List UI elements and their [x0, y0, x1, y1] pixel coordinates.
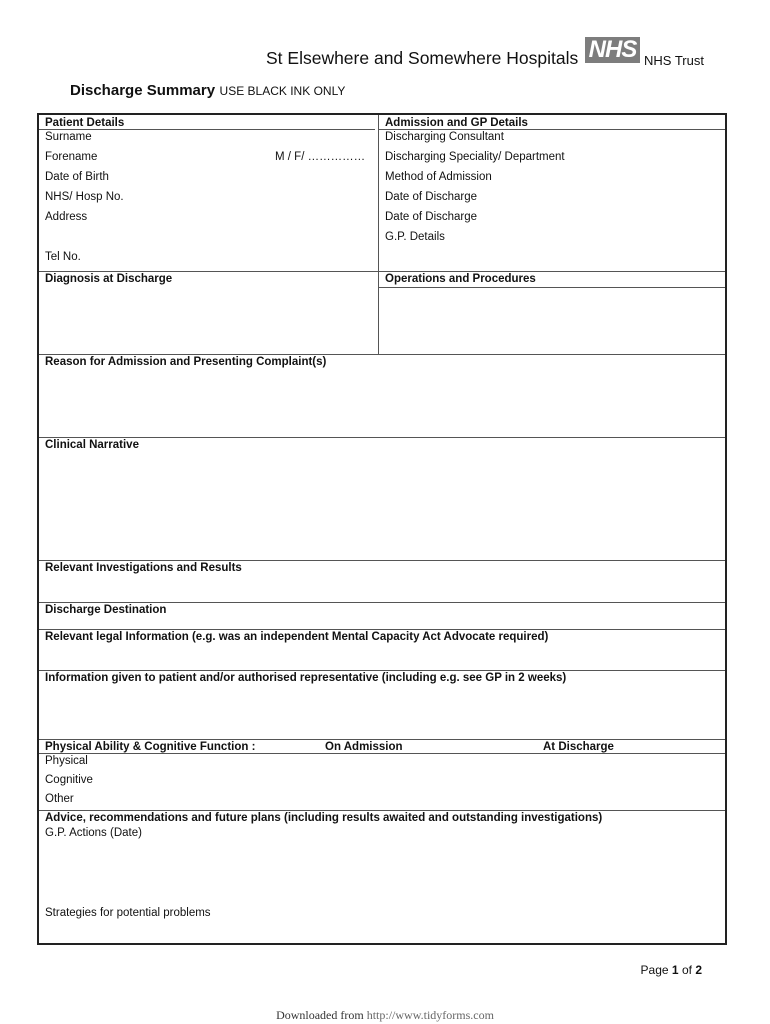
dob-field[interactable]: Date of Birth: [45, 171, 109, 183]
divider: [379, 129, 725, 130]
forename-field[interactable]: Forename: [45, 151, 98, 163]
page-number: [641, 963, 702, 977]
cognitive-row[interactable]: Cognitive: [45, 774, 93, 786]
page-of: of: [681, 963, 692, 977]
page-total: 2: [695, 963, 702, 977]
discharge-form: [37, 113, 727, 945]
strategies-field[interactable]: Strategies for potential problems: [45, 907, 211, 919]
physical-ability-heading: Physical Ability & Cognitive Function :: [45, 741, 256, 753]
investigations-heading: Relevant Investigations and Results: [45, 562, 242, 574]
form-title: [70, 82, 345, 100]
divider: [39, 629, 725, 630]
divider: [39, 560, 725, 561]
divider: [39, 437, 725, 438]
tel-field[interactable]: Tel No.: [45, 251, 81, 263]
info-given-heading: Information given to patient and/or authorised representative (including e.g. see GP in 2 weeks): [45, 672, 567, 684]
diagnosis-heading: Diagnosis at Discharge: [45, 273, 173, 285]
ink-note: USE BLACK INK ONLY: [219, 84, 346, 98]
divider: [39, 354, 725, 355]
other-row[interactable]: Other: [45, 793, 74, 805]
divider: [39, 753, 725, 754]
address-field[interactable]: Address: [45, 211, 88, 223]
gp-details-field[interactable]: G.P. Details: [385, 231, 445, 243]
nhs-logo: NHS: [585, 37, 640, 63]
download-prefix: Downloaded from: [276, 1008, 364, 1022]
hospital-title: St Elsewhere and Somewhere Hospitals: [266, 48, 579, 68]
gender-field[interactable]: M / F/ ……………: [275, 151, 366, 163]
column-divider: [378, 115, 379, 354]
discharge-date-field[interactable]: Date of Discharge: [385, 191, 478, 203]
download-link[interactable]: http://www.tidyforms.com: [366, 1008, 494, 1022]
destination-heading: Discharge Destination: [45, 604, 167, 616]
divider: [379, 287, 725, 288]
divider: [39, 670, 725, 671]
discharge-summary-heading: Discharge Summary: [70, 82, 216, 99]
operations-heading: Operations and Procedures: [385, 273, 536, 285]
legal-info-heading: Relevant legal Information (e.g. was an independent Mental Capacity Act Advocate required): [45, 631, 549, 643]
reason-heading: Reason for Admission and Presenting Complaint(s): [45, 356, 327, 368]
page-label: Page: [640, 963, 669, 977]
advice-heading: Advice, recommendations and future plans (including results awaited and outstanding investigations): [45, 812, 603, 824]
gp-actions-field[interactable]: G.P. Actions (Date): [45, 827, 142, 839]
divider: [39, 739, 725, 740]
nhs-number-field[interactable]: NHS/ Hosp No.: [45, 191, 124, 203]
admission-details-heading: Admission and GP Details: [385, 117, 528, 129]
trust-label: NHS Trust: [644, 53, 704, 68]
speciality-field[interactable]: Discharging Speciality/ Department: [385, 151, 565, 163]
clinical-narrative-heading: Clinical Narrative: [45, 439, 139, 451]
discharge-date-field-2[interactable]: Date of Discharge: [385, 211, 478, 223]
on-admission-heading: On Admission: [325, 741, 403, 753]
physical-row[interactable]: Physical: [45, 755, 88, 767]
admission-method-field[interactable]: Method of Admission: [385, 171, 492, 183]
download-footer: [0, 1008, 770, 1023]
divider: [39, 271, 725, 272]
page-current: 1: [671, 963, 679, 977]
patient-details-heading: Patient Details: [45, 117, 125, 129]
divider: [39, 129, 375, 130]
at-discharge-heading: At Discharge: [543, 741, 614, 753]
surname-field[interactable]: Surname: [45, 131, 92, 143]
divider: [39, 602, 725, 603]
divider: [39, 810, 725, 811]
consultant-field[interactable]: Discharging Consultant: [385, 131, 504, 143]
